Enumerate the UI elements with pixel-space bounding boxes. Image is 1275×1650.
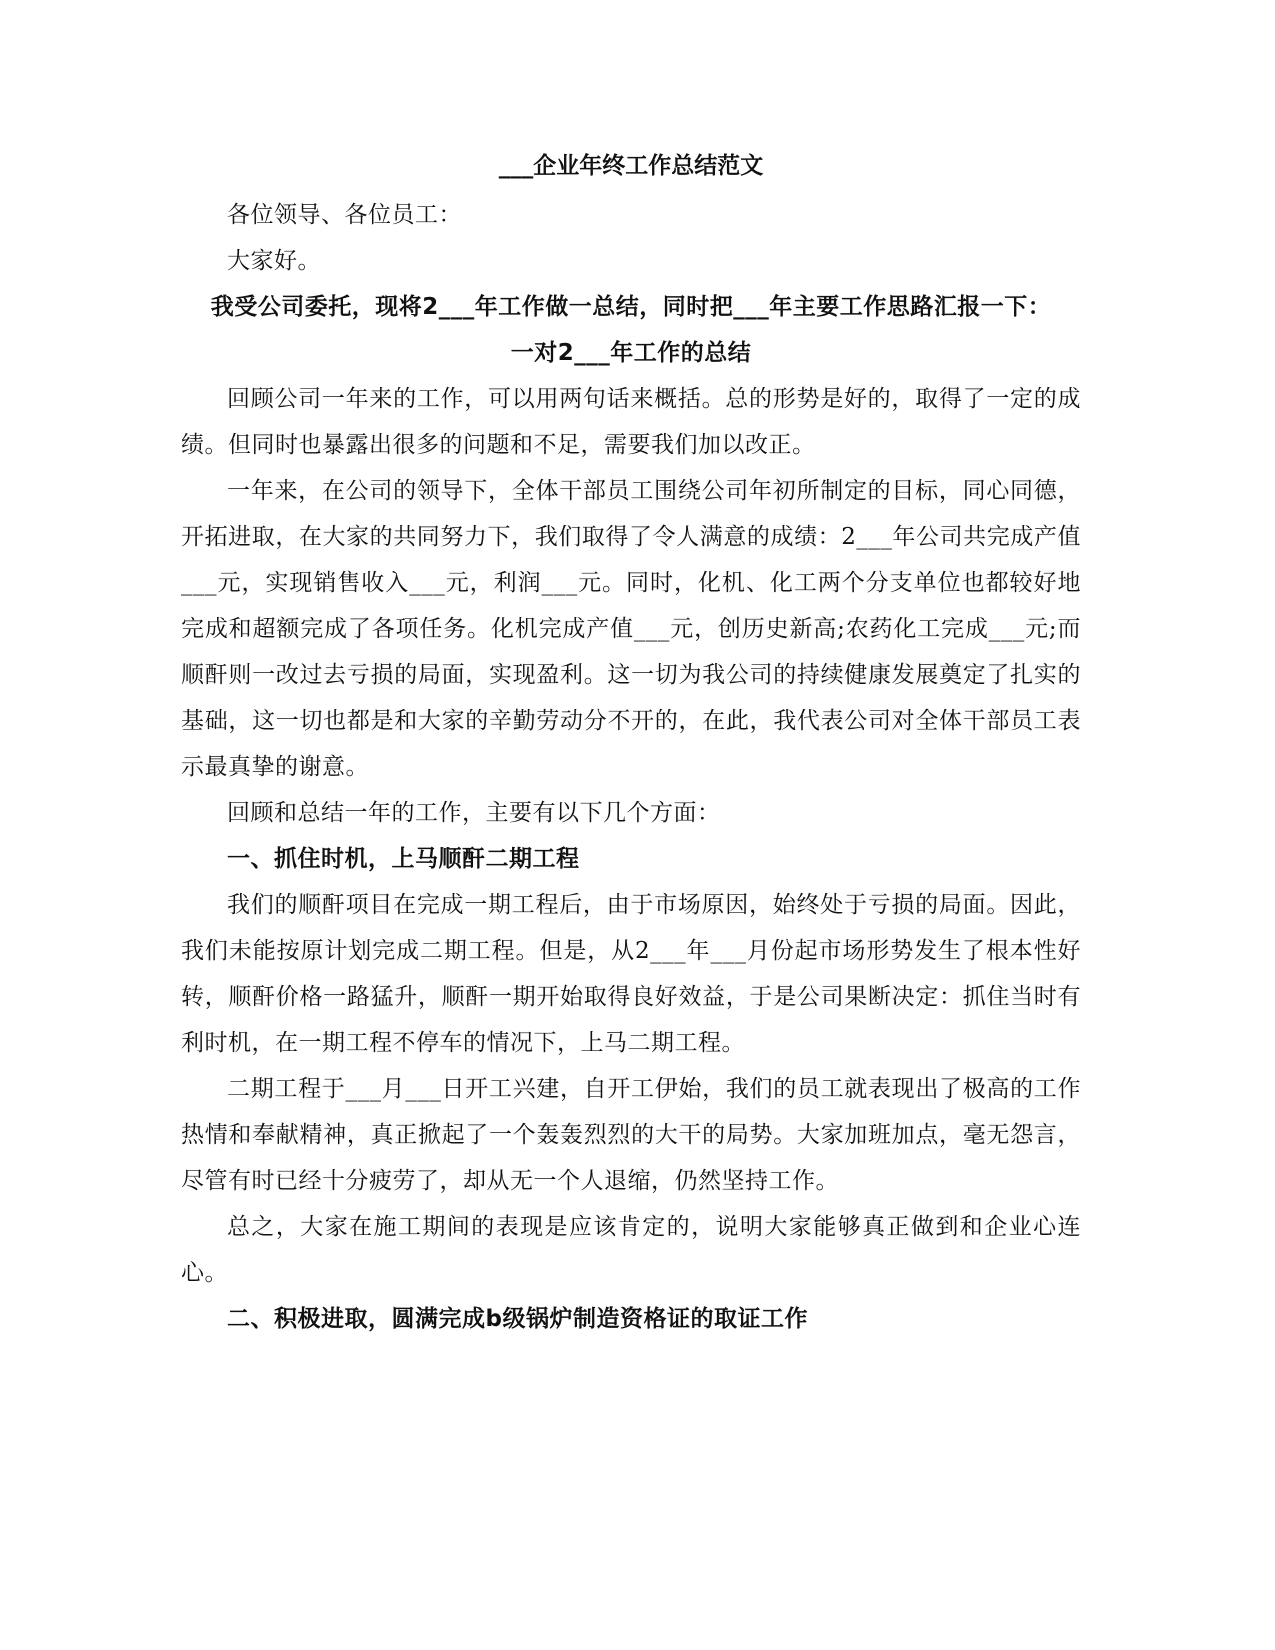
section-title: 一对2___年工作的总结	[510, 340, 752, 366]
paragraph-project: 我们的顺酐项目在完成一期工程后，由于市场原因，始终处于亏损的局面。因此，我们未能按原计划完成二期工程。但是，从2___年___月份起市场形势发生了根本性好转，顺酐价格一路猛升，顺酐一期开始取得良好效益，于是公司果断决定：抓住当时有利时机，在一期工程不停车的情况下，上马二期工程。	[181, 892, 1081, 1056]
paragraph-achievements: 一年来，在公司的领导下，全体干部员工围绕公司年初所制定的目标，同心同德，开拓进取，在大家的共同努力下，我们取得了令人满意的成绩：2___年公司共完成产值___元，实现销售收入___元，利润___元。同时，化机、化工两个分支单位也都较好地完成和超额完成了各项任务。化机完成产值___元，创历史新高;农药化工完成___元;而顺酐则一改过去亏损的局面，实现盈利。这一切为我公司的持续健康发展奠定了扎实的基础，这一切也都是和大家的辛勤劳动分不开的，在此，我代表公司对全体干部员工表示最真挚的谢意。	[181, 478, 1081, 780]
paragraph-construction: 二期工程于___月___日开工兴建，自开工伊始，我们的员工就表现出了极高的工作热情和奉献精神，真正掀起了一个轰轰烈烈的大干的局势。大家加班加点，毫无怨言，尽管有时已经十分疲劳了，却从无一个人退缩，仍然坚持工作。	[181, 1076, 1081, 1194]
greeting: 大家好。	[227, 248, 321, 274]
heading-phase-two: 一、抓住时机，上马顺酐二期工程	[227, 846, 580, 872]
document-body	[181, 142, 1081, 1342]
document-title: ___企业年终工作总结范文	[498, 153, 764, 179]
paragraph-overview: 回顾公司一年来的工作，可以用两句话来概括。总的形势是好的，取得了一定的成绩。但同时也暴露出很多的问题和不足，需要我们加以改正。	[181, 386, 1081, 458]
paragraph-conclusion: 总之，大家在施工期间的表现是应该肯定的，说明大家能够真正做到和企业心连心。	[181, 1214, 1081, 1286]
salutation: 各位领导、各位员工：	[227, 202, 462, 228]
paragraph-aspects: 回顾和总结一年的工作，主要有以下几个方面：	[227, 800, 721, 826]
intro-statement: 我受公司委托，现将2___年工作做一总结，同时把___年主要工作思路汇报一下：	[210, 294, 1052, 320]
heading-boiler-certificate: 二、积极进取，圆满完成b级锅炉制造资格证的取证工作	[227, 1306, 808, 1332]
